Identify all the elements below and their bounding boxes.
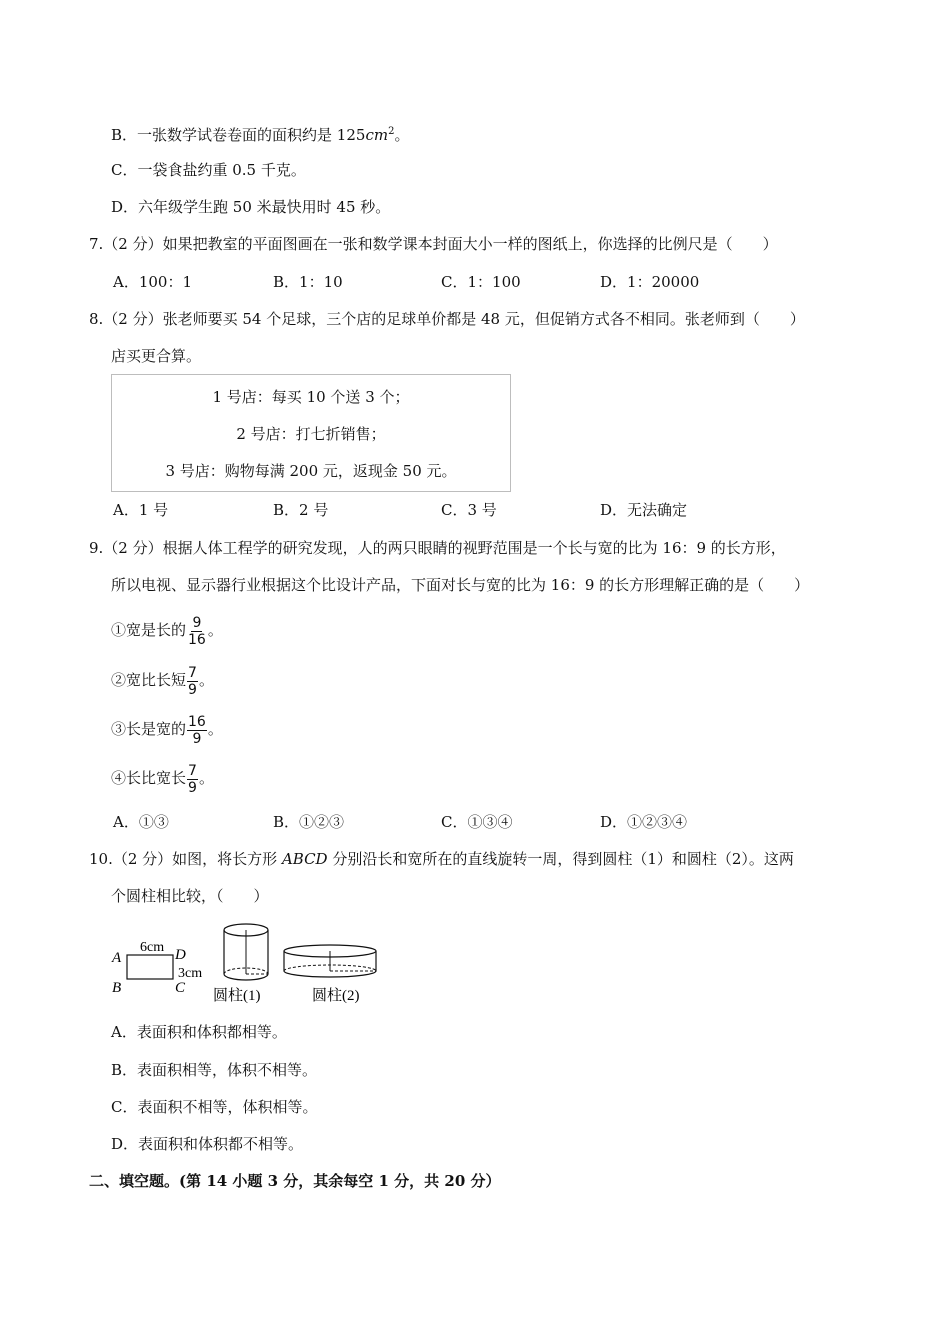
- fraction-numerator: 7: [188, 664, 197, 681]
- label-b: B: [112, 980, 122, 996]
- fraction-denominator: 16: [188, 631, 206, 648]
- q6-option-b-end: 。: [394, 126, 410, 144]
- q9-option-d: D．①②③④: [600, 813, 688, 831]
- q10-stem-line1: [89, 849, 794, 869]
- q7-option-d: D．1：20000: [600, 273, 700, 291]
- q10-stem-abcd: ABCD: [281, 850, 328, 868]
- width-label: 6cm: [140, 940, 165, 955]
- q9-statement-3-fraction: [187, 714, 207, 747]
- q9-statement-4: [111, 762, 214, 796]
- q10-option-c: C．表面积不相等，体积相等。: [111, 1098, 318, 1116]
- q8-box-store3: 3 号店：购物每满 200 元，返现金 50 元。: [165, 462, 457, 480]
- cylinder-1-label: 圆柱(1): [213, 988, 261, 1004]
- q9-option-b: B．①②③: [273, 813, 345, 831]
- q8-box-store2: 2 号店：打七折销售；: [236, 425, 386, 443]
- q9-statement-4-text: ④长比宽长: [111, 769, 187, 787]
- q8-stem-line2: 店买更合算。: [111, 347, 202, 365]
- q6-option-b: [111, 122, 409, 145]
- q9-statement-3-text: ③长是宽的: [111, 720, 187, 738]
- q9-statement-2-fraction: [187, 665, 198, 698]
- q9-statement-2-text: ②宽比长短: [111, 671, 187, 689]
- fraction-denominator: 9: [188, 681, 197, 698]
- q10-figure: [108, 918, 398, 1014]
- q8-option-c: C．3 号: [441, 501, 497, 519]
- fraction-denominator: 9: [192, 730, 202, 747]
- q9-statement-2-end: 。: [198, 671, 214, 689]
- q9-statement-2: [111, 664, 214, 698]
- height-label: 3cm: [178, 966, 203, 981]
- q10-option-d: D．表面积和体积都不相等。: [111, 1135, 304, 1153]
- q8-promo-box: [111, 374, 511, 492]
- label-a: A: [112, 950, 122, 966]
- q10-option-a: A．表面积和体积都相等。: [111, 1023, 287, 1041]
- q6-option-b-text: B．一张数学试卷卷面的面积约是 125: [111, 126, 366, 144]
- q9-statement-3: [111, 713, 223, 747]
- q10-stem-b: 分别沿长和宽所在的直线旋转一周，得到圆柱（1）和圆柱（2）。这两: [327, 850, 794, 868]
- q9-stem-line1: 9.（2 分）根据人体工程学的研究发现，人的两只眼睛的视野范围是一个长与宽的比为 16：9 的长方形，: [89, 539, 786, 557]
- q8-box-store1: 1 号店：每买 10 个送 3 个；: [212, 388, 410, 406]
- q9-statement-1-end: 。: [207, 621, 223, 639]
- q7-option-a: A．100：1: [113, 273, 193, 291]
- label-d: D: [175, 947, 186, 963]
- q6-option-c: C．一袋食盐约重 0.5 千克。: [111, 161, 306, 179]
- q9-option-c: C．①③④: [441, 813, 513, 831]
- q7-option-c: C．1：100: [441, 273, 521, 291]
- cylinder-2-label: 圆柱(2): [312, 988, 360, 1004]
- q9-statement-4-fraction: [187, 763, 198, 796]
- cylinder-1: [224, 924, 268, 980]
- q8-option-b: B．2 号: [273, 501, 329, 519]
- label-c: C: [175, 980, 186, 996]
- q7-option-b: B．1：10: [273, 273, 343, 291]
- q9-statement-3-end: 。: [207, 720, 223, 738]
- q8-option-d: D．无法确定: [600, 501, 688, 519]
- q9-statement-1: [111, 614, 223, 648]
- q9-statement-4-end: 。: [198, 769, 214, 787]
- q10-stem-line2: 个圆柱相比较，（ ）: [111, 887, 269, 905]
- q6-option-d: D．六年级学生跑 50 米最快用时 45 秒。: [111, 198, 391, 216]
- q7-stem: 7.（2 分）如果把教室的平面图画在一张和数学课本封面大小一样的图纸上，你选择的比例尺是（ ）: [89, 235, 778, 253]
- cylinder-2: [284, 945, 376, 977]
- q10-stem-a: 10.（2 分）如图，将长方形: [89, 850, 282, 868]
- q8-stem-line1: 8.（2 分）张老师要买 54 个足球，三个店的足球单价都是 48 元，但促销方式各不相同。张老师到（ ）: [89, 310, 805, 328]
- q8-option-a: A．1 号: [113, 501, 169, 519]
- q6-option-b-sup: 2: [388, 126, 395, 137]
- q9-option-a: A．①③: [113, 813, 169, 831]
- fraction-numerator: 9: [192, 614, 202, 631]
- q9-statement-1-fraction: [187, 615, 207, 648]
- fraction-denominator: 9: [188, 779, 197, 796]
- q9-statement-1-text: ①宽是长的: [111, 621, 187, 639]
- q10-option-b: B．表面积相等，体积不相等。: [111, 1061, 318, 1079]
- q9-stem-line2: 所以电视、显示器行业根据这个比设计产品，下面对长与宽的比为 16：9 的长方形理解正确的是（ ）: [111, 576, 810, 594]
- section-2-title: 二、填空题。(第 14 小题 3 分，其余每空 1 分，共 20 分）: [89, 1172, 501, 1190]
- rectangle-abcd: [127, 955, 173, 979]
- fraction-numerator: 16: [188, 713, 206, 730]
- fraction-numerator: 7: [188, 762, 197, 779]
- q6-option-b-unit: cm: [365, 126, 389, 144]
